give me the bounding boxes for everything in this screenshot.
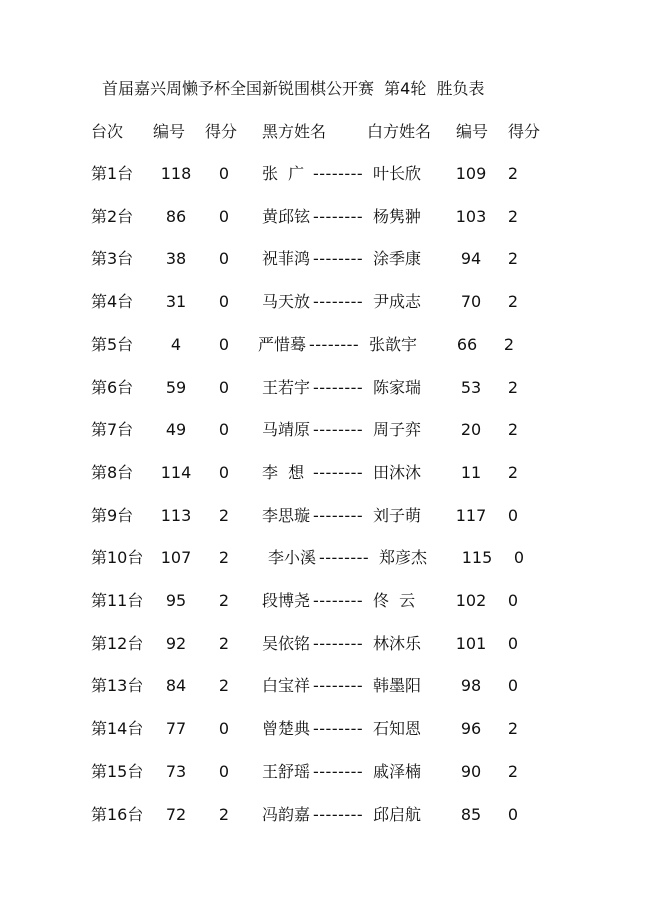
white-number-cell: 115 xyxy=(461,548,493,568)
black-name-cell: 曾楚典 xyxy=(262,719,311,739)
separator-cell: -------- xyxy=(313,804,364,824)
white-score-cell: 0 xyxy=(507,591,519,610)
black-score-cell: 0 xyxy=(218,334,230,354)
black-score-cell: 2 xyxy=(218,804,230,824)
separator-cell: -------- xyxy=(313,377,364,397)
white-number-cell: 101 xyxy=(455,633,487,653)
white-name-cell: 石知恩 xyxy=(373,719,422,739)
header-black-number: 编号 xyxy=(153,122,186,141)
black-name-cell: 严惜蓦 xyxy=(258,334,307,354)
black-name-cell: 黄邱铉 xyxy=(262,206,311,226)
black-number-cell: 4 xyxy=(170,334,182,354)
white-number-cell: 53 xyxy=(460,377,482,397)
white-number-cell: 117 xyxy=(455,505,487,525)
white-score-cell: 2 xyxy=(507,249,519,269)
white-name-cell: 田沐沐 xyxy=(373,462,422,482)
black-name-cell: 吴依铭 xyxy=(262,633,311,653)
black-name-cell: 张 广 xyxy=(262,164,305,183)
header-white-name: 白方姓名 xyxy=(367,122,432,141)
separator-cell: -------- xyxy=(313,505,364,525)
board-cell: 第5台 xyxy=(91,334,134,354)
black-number-cell: 38 xyxy=(165,249,187,269)
header-black-name: 黑方姓名 xyxy=(262,122,327,141)
board-cell: 第11台 xyxy=(91,591,144,610)
black-number-cell: 113 xyxy=(160,505,192,525)
black-number-cell: 49 xyxy=(165,420,187,440)
white-number-cell: 20 xyxy=(460,420,482,440)
board-cell: 第1台 xyxy=(91,164,134,183)
board-cell: 第13台 xyxy=(91,676,144,696)
black-name-cell: 李小溪 xyxy=(268,548,317,568)
black-number-cell: 73 xyxy=(165,761,187,781)
board-cell: 第8台 xyxy=(91,462,134,482)
white-number-cell: 103 xyxy=(455,206,487,226)
separator-cell: -------- xyxy=(313,719,364,739)
table-row xyxy=(0,249,650,269)
black-name-cell: 王若宇 xyxy=(262,377,311,397)
black-score-cell: 2 xyxy=(218,676,230,696)
white-score-cell: 2 xyxy=(507,761,519,781)
white-score-cell: 2 xyxy=(507,206,519,226)
board-cell: 第12台 xyxy=(91,633,144,653)
black-name-cell: 冯韵嘉 xyxy=(262,804,311,824)
white-name-cell: 周子弈 xyxy=(373,420,422,440)
black-score-cell: 0 xyxy=(218,164,230,183)
black-number-cell: 86 xyxy=(165,206,187,226)
white-name-cell: 张歆宇 xyxy=(369,334,418,354)
black-number-cell: 84 xyxy=(165,676,187,696)
black-score-cell: 2 xyxy=(218,591,230,610)
separator-cell: -------- xyxy=(313,761,364,781)
board-cell: 第15台 xyxy=(91,761,144,781)
separator-cell: -------- xyxy=(313,164,364,183)
black-name-cell: 祝菲鸿 xyxy=(262,249,311,269)
page-title: 首届嘉兴周懒予杯全国新锐围棋公开赛 第4轮 胜负表 xyxy=(102,79,485,98)
board-cell: 第2台 xyxy=(91,206,134,226)
board-cell: 第4台 xyxy=(91,292,134,312)
separator-cell: -------- xyxy=(309,334,360,354)
table-row xyxy=(0,164,650,184)
black-name-cell: 马天放 xyxy=(262,292,311,312)
white-score-cell: 2 xyxy=(507,164,519,183)
white-name-cell: 戚泽楠 xyxy=(373,761,422,781)
board-cell: 第7台 xyxy=(91,420,134,440)
table-row xyxy=(0,335,650,355)
black-score-cell: 0 xyxy=(218,292,230,312)
white-number-cell: 96 xyxy=(460,719,482,739)
white-number-cell: 90 xyxy=(460,761,482,781)
white-score-cell: 0 xyxy=(507,633,519,653)
black-number-cell: 31 xyxy=(165,292,187,312)
separator-cell: -------- xyxy=(313,676,364,696)
table-row xyxy=(0,548,650,568)
white-number-cell: 70 xyxy=(460,292,482,312)
black-score-cell: 0 xyxy=(218,377,230,397)
black-number-cell: 118 xyxy=(160,164,192,183)
black-name-cell: 李 想 xyxy=(262,462,305,482)
separator-cell: -------- xyxy=(313,420,364,440)
white-score-cell: 0 xyxy=(507,804,519,824)
black-score-cell: 0 xyxy=(218,420,230,440)
white-number-cell: 85 xyxy=(460,804,482,824)
black-name-cell: 段博尧 xyxy=(262,591,311,610)
black-name-cell: 白宝祥 xyxy=(262,676,311,696)
black-name-cell: 王舒瑶 xyxy=(262,761,311,781)
white-number-cell: 109 xyxy=(455,164,487,183)
white-name-cell: 韩墨阳 xyxy=(373,676,422,696)
white-score-cell: 0 xyxy=(507,505,519,525)
black-name-cell: 李思璇 xyxy=(262,505,311,525)
white-name-cell: 林沐乐 xyxy=(373,633,422,653)
black-number-cell: 77 xyxy=(165,719,187,739)
black-score-cell: 0 xyxy=(218,206,230,226)
table-row xyxy=(0,805,650,825)
black-score-cell: 0 xyxy=(218,761,230,781)
black-name-cell: 马靖原 xyxy=(262,420,311,440)
white-number-cell: 98 xyxy=(460,676,482,696)
table-row xyxy=(0,719,650,739)
white-score-cell: 2 xyxy=(507,420,519,440)
black-score-cell: 0 xyxy=(218,249,230,269)
white-number-cell: 66 xyxy=(456,334,478,354)
header-board: 台次 xyxy=(91,122,124,141)
table-row xyxy=(0,634,650,654)
table-row xyxy=(0,762,650,782)
board-cell: 第14台 xyxy=(91,719,144,739)
white-name-cell: 涂季康 xyxy=(373,249,422,269)
white-score-cell: 2 xyxy=(507,377,519,397)
white-name-cell: 陈家瑞 xyxy=(373,377,422,397)
separator-cell: -------- xyxy=(313,249,364,269)
separator-cell: -------- xyxy=(313,206,364,226)
separator-cell: -------- xyxy=(313,462,364,482)
black-number-cell: 59 xyxy=(165,377,187,397)
header-white-score: 得分 xyxy=(508,122,541,141)
board-cell: 第6台 xyxy=(91,377,134,397)
separator-cell: -------- xyxy=(319,548,370,568)
white-score-cell: 2 xyxy=(507,462,519,482)
board-cell: 第10台 xyxy=(91,548,144,568)
white-score-cell: 2 xyxy=(507,292,519,312)
black-score-cell: 2 xyxy=(218,633,230,653)
black-number-cell: 107 xyxy=(160,548,192,568)
white-name-cell: 郑彦杰 xyxy=(379,548,428,568)
black-score-cell: 2 xyxy=(218,548,230,568)
white-number-cell: 102 xyxy=(455,591,487,610)
white-name-cell: 杨隽翀 xyxy=(373,206,422,226)
table-row xyxy=(0,292,650,312)
white-score-cell: 2 xyxy=(507,719,519,739)
table-row xyxy=(0,676,650,696)
separator-cell: -------- xyxy=(313,591,364,610)
white-name-cell: 刘子萌 xyxy=(373,505,422,525)
black-score-cell: 0 xyxy=(218,719,230,739)
table-row xyxy=(0,420,650,440)
table-row xyxy=(0,378,650,398)
black-number-cell: 92 xyxy=(165,633,187,653)
board-cell: 第9台 xyxy=(91,505,134,525)
black-number-cell: 114 xyxy=(160,462,192,482)
white-score-cell: 2 xyxy=(503,334,515,354)
white-name-cell: 尹成志 xyxy=(373,292,422,312)
white-number-cell: 94 xyxy=(460,249,482,269)
white-name-cell: 佟 云 xyxy=(373,591,416,610)
white-name-cell: 邱启航 xyxy=(373,804,422,824)
black-number-cell: 72 xyxy=(165,804,187,824)
white-score-cell: 0 xyxy=(513,548,525,568)
table-row xyxy=(0,463,650,483)
white-name-cell: 叶长欣 xyxy=(373,164,422,183)
header-white-number: 编号 xyxy=(456,122,489,141)
header-black-score: 得分 xyxy=(205,122,238,141)
white-score-cell: 0 xyxy=(507,676,519,696)
separator-cell: -------- xyxy=(313,633,364,653)
board-cell: 第16台 xyxy=(91,804,144,824)
table-row xyxy=(0,207,650,227)
separator-cell: -------- xyxy=(313,292,364,312)
black-score-cell: 0 xyxy=(218,462,230,482)
table-row xyxy=(0,506,650,526)
black-number-cell: 95 xyxy=(165,591,187,610)
black-score-cell: 2 xyxy=(218,505,230,525)
table-row xyxy=(0,591,650,611)
white-number-cell: 11 xyxy=(460,462,482,482)
board-cell: 第3台 xyxy=(91,249,134,269)
